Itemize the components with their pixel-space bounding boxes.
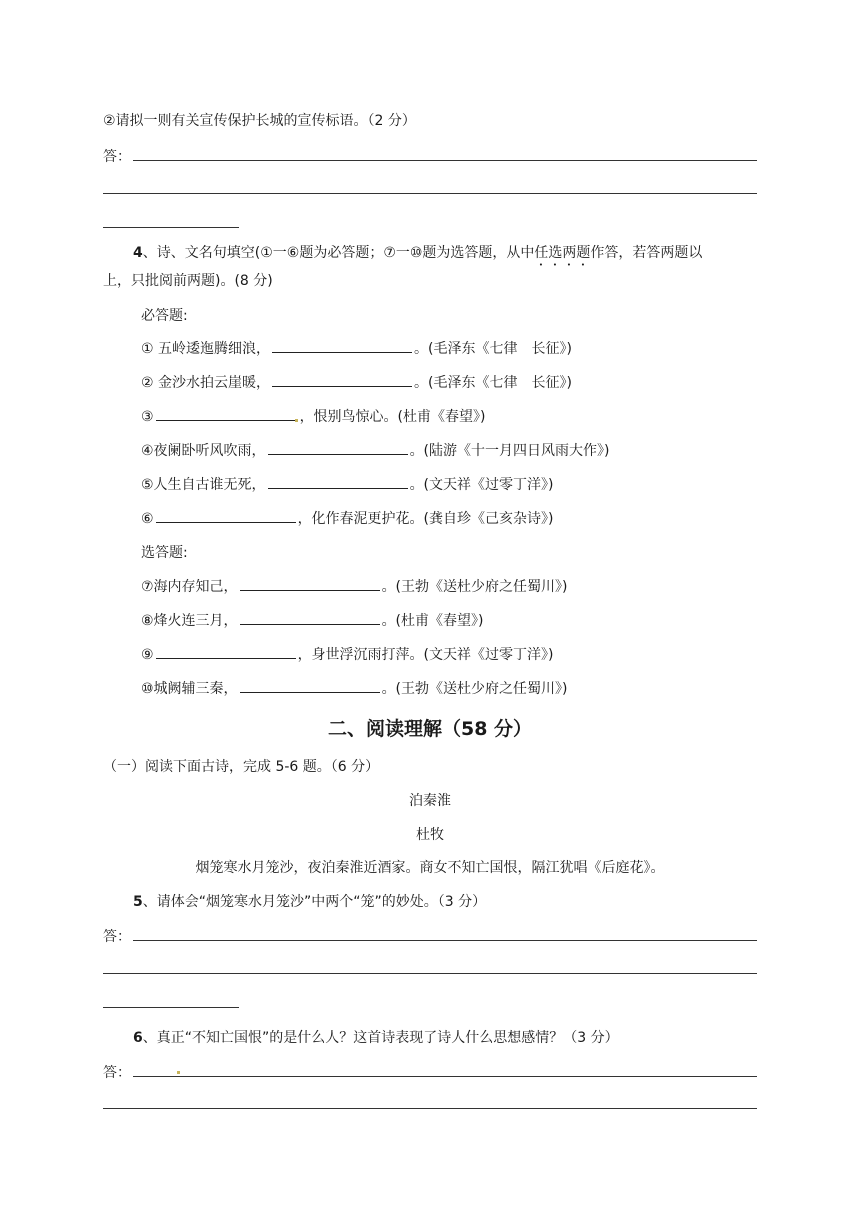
q6-prompt: 6、真正“不知亡国恨”的是什么人？这首诗表现了诗人什么思想感情？（3 分） [133, 1030, 619, 1046]
stray-mark [177, 1071, 180, 1074]
stray-mark [295, 419, 298, 422]
fill-blank[interactable] [240, 576, 380, 591]
poem-author: 杜牧 [416, 827, 444, 843]
fill-blank[interactable] [240, 610, 380, 625]
fill-blank[interactable] [272, 372, 412, 387]
q6-answer-label: 答： [103, 1065, 131, 1081]
fill-item-6: ⑥ ，化作春泥更护花。(龚自珍《己亥杂诗》) [141, 508, 554, 528]
q3-2-answer-line-1[interactable] [133, 160, 757, 161]
q4-prompt-line-2: 上，只批阅前两题)。(8 分) [103, 273, 273, 289]
q4-number: 4 [133, 245, 143, 261]
q5-answer-line-3[interactable] [103, 1007, 239, 1008]
q5-answer-line-1[interactable] [133, 940, 757, 941]
part1-prompt: （一）阅读下面古诗，完成 5-6 题。（6 分） [103, 759, 380, 775]
section-heading: 二、阅读理解（58 分） [327, 718, 533, 740]
q6-answer-line-2[interactable] [103, 1108, 757, 1109]
fill-blank[interactable] [268, 474, 408, 489]
q6-answer-line-1[interactable] [133, 1076, 757, 1077]
optional-label: 选答题: [141, 545, 188, 561]
q4-emphasis-text: 任选两题 [534, 245, 591, 261]
q4-prompt-line-1: 4、诗、文名句填空(①一⑥题为必答题；⑦一⑩题为选答题，从中任选两题作答，若答两题以 [133, 245, 703, 261]
fill-blank[interactable] [156, 644, 296, 659]
q5-number: 5 [133, 894, 143, 910]
fill-blank[interactable] [156, 406, 298, 421]
fill-blank[interactable] [156, 508, 296, 523]
q5-answer-label: 答： [103, 929, 131, 945]
fill-item-9: ⑨ ，身世浮沉雨打萍。(文天祥《过零丁洋》) [141, 644, 554, 664]
fill-item-8: ⑧烽火连三月， 。(杜甫《春望》) [141, 610, 484, 630]
poem-title: 泊秦淮 [409, 793, 451, 809]
fill-blank[interactable] [268, 440, 408, 455]
fill-item-3: ③ ，恨别鸟惊心。(杜甫《春望》) [141, 406, 486, 426]
fill-item-4: ④夜阑卧听风吹雨， 。(陆游《十一月四日风雨大作》) [141, 440, 610, 460]
fill-item-2: ② 金沙水拍云崖暖， 。(毛泽东《七律 长征》) [141, 372, 572, 392]
q5-answer-line-2[interactable] [103, 973, 757, 974]
fill-blank[interactable] [240, 678, 380, 693]
fill-item-1: ① 五岭逶迤腾细浪， 。(毛泽东《七律 长征》) [141, 338, 572, 358]
q3-2-answer-label: 答： [103, 149, 131, 165]
q5-prompt: 5、请体会“烟笼寒水月笼沙”中两个“笼”的妙处。（3 分） [133, 894, 487, 910]
fill-item-10: ⑩城阙辅三秦， 。(王勃《送杜少府之任蜀川》) [141, 678, 568, 698]
fill-item-7: ⑦海内存知己， 。(王勃《送杜少府之任蜀川》) [141, 576, 568, 596]
fill-item-5: ⑤人生自古谁无死， 。(文天祥《过零丁洋》) [141, 474, 554, 494]
q3-2-prompt: ②请拟一则有关宣传保护长城的宣传标语。（2 分） [103, 113, 416, 129]
fill-blank[interactable] [272, 338, 412, 353]
poem-text: 烟笼寒水月笼沙，夜泊秦淮近酒家。商女不知亡国恨，隔江犹唱《后庭花》。 [195, 860, 665, 876]
q6-number: 6 [133, 1030, 143, 1046]
q3-2-answer-line-3[interactable] [103, 227, 239, 228]
required-label: 必答题: [141, 308, 188, 324]
q3-2-answer-line-2[interactable] [103, 193, 757, 194]
